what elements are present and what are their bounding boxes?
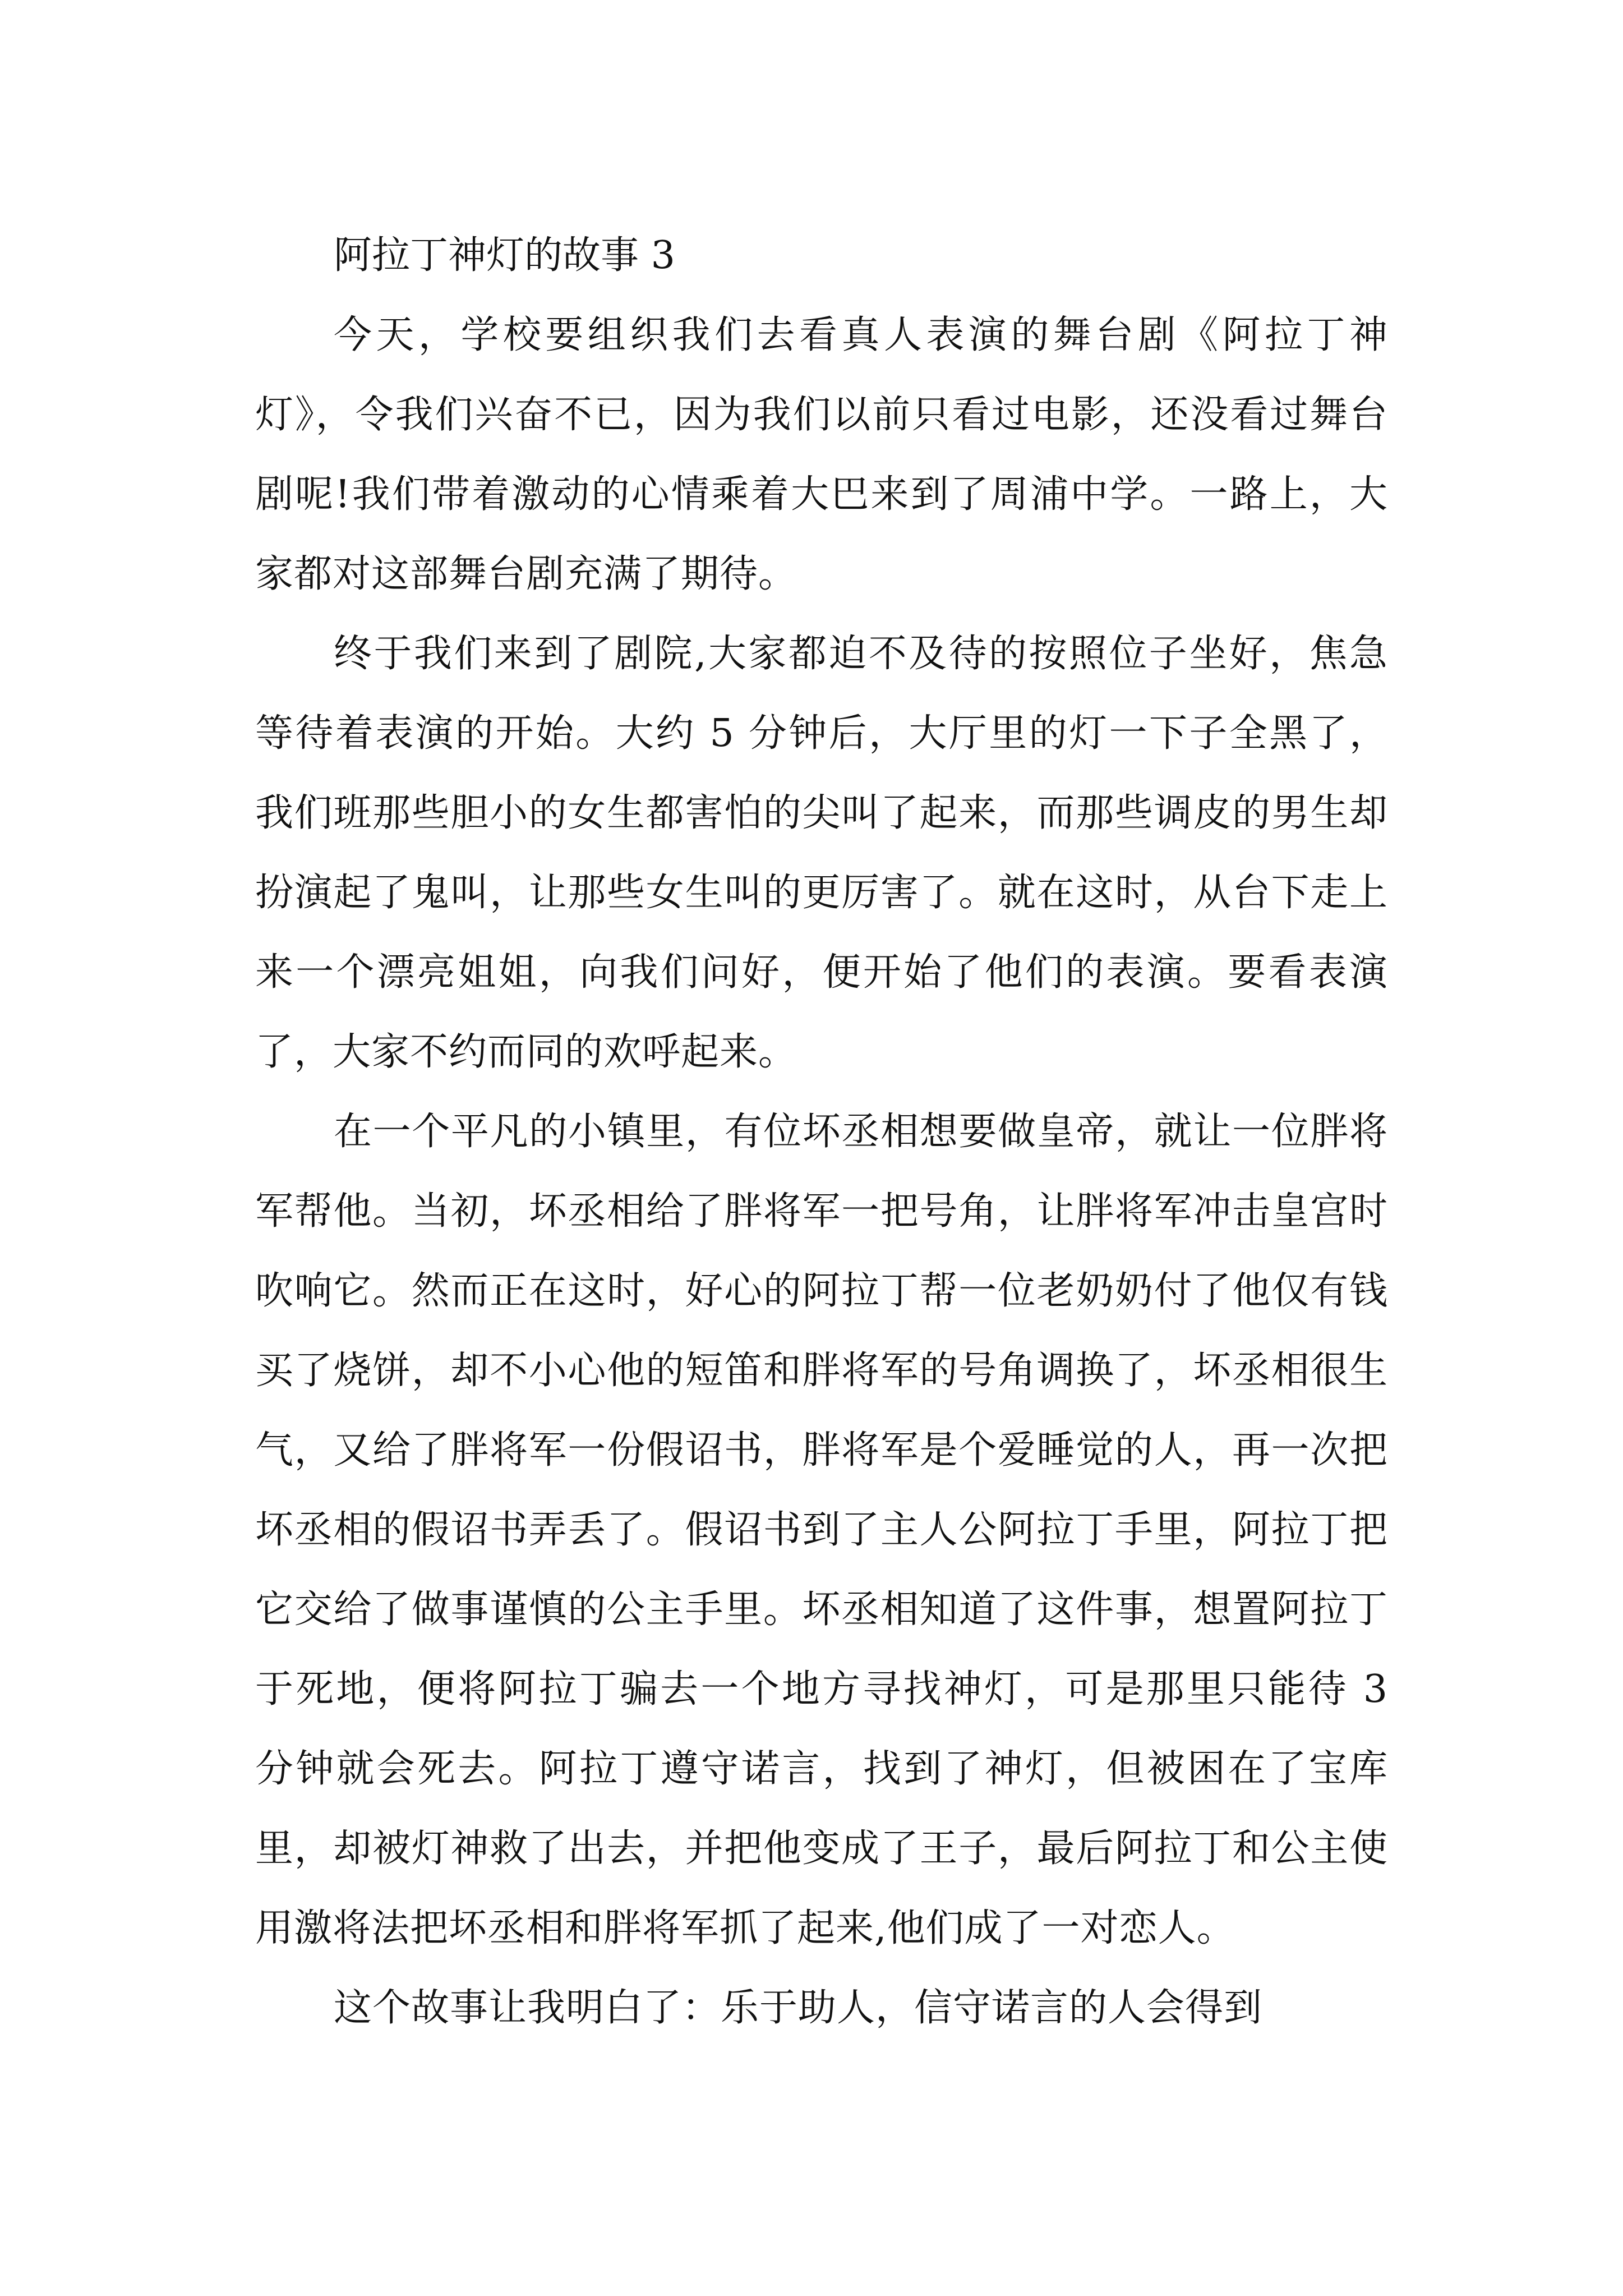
paragraph-2: 终于我们来到了剧院,大家都迫不及待的按照位子坐好，焦急等待着表演的开始。大约 5 分钟后，大厅里的灯一下子全黑了，我们班那些胆小的女生都害怕的尖叫了起来，而那些调皮的男生却扮演起了鬼叫，让那些女生叫的更厉害了。就在这时，从台下走上来一个漂亮姐姐，向我们问好，便开始了他们的表演。要看表演了，大家不约而同的欢呼起来。	[255, 632, 1388, 1074]
paragraph-4: 这个故事让我明白了：乐于助人，信守诺言的人会得到	[334, 1986, 1263, 2030]
paragraph-1: 今天，学校要组织我们去看真人表演的舞台剧《阿拉丁神灯》，令我们兴奋不已，因为我们以前只看过电影，还没看过舞台剧呢!我们带着激动的心情乘着大巴来到了周浦中学。一路上，大家都对这部舞台剧充满了期待。	[255, 313, 1388, 596]
paragraph-3: 在一个平凡的小镇里，有位坏丞相想要做皇帝，就让一位胖将军帮他。当初，坏丞相给了胖将军一把号角，让胖将军冲击皇宫时吹响它。然而正在这时，好心的阿拉丁帮一位老奶奶付了他仅有钱买了烧饼，却不小心他的短笛和胖将军的号角调换了，坏丞相很生气，又给了胖将军一份假诏书，胖将军是个爱睡觉的人，再一次把坏丞相的假诏书弄丢了。假诏书到了主人公阿拉丁手里，阿拉丁把它交给了做事谨慎的公主手里。坏丞相知道了这件事，想置阿拉丁于死地，便将阿拉丁骗去一个地方寻找神灯，可是那里只能待 3 分钟就会死去。阿拉丁遵守诺言，找到了神灯，但被困在了宝库里，却被灯神救了出去，并把他变成了王子，最后阿拉丁和公主使用激将法把坏丞相和胖将军抓了起来,他们成了一对恋人。	[255, 1110, 1388, 1950]
document-body	[255, 216, 1388, 2048]
document-title: 阿拉丁神灯的故事 3	[334, 233, 675, 278]
